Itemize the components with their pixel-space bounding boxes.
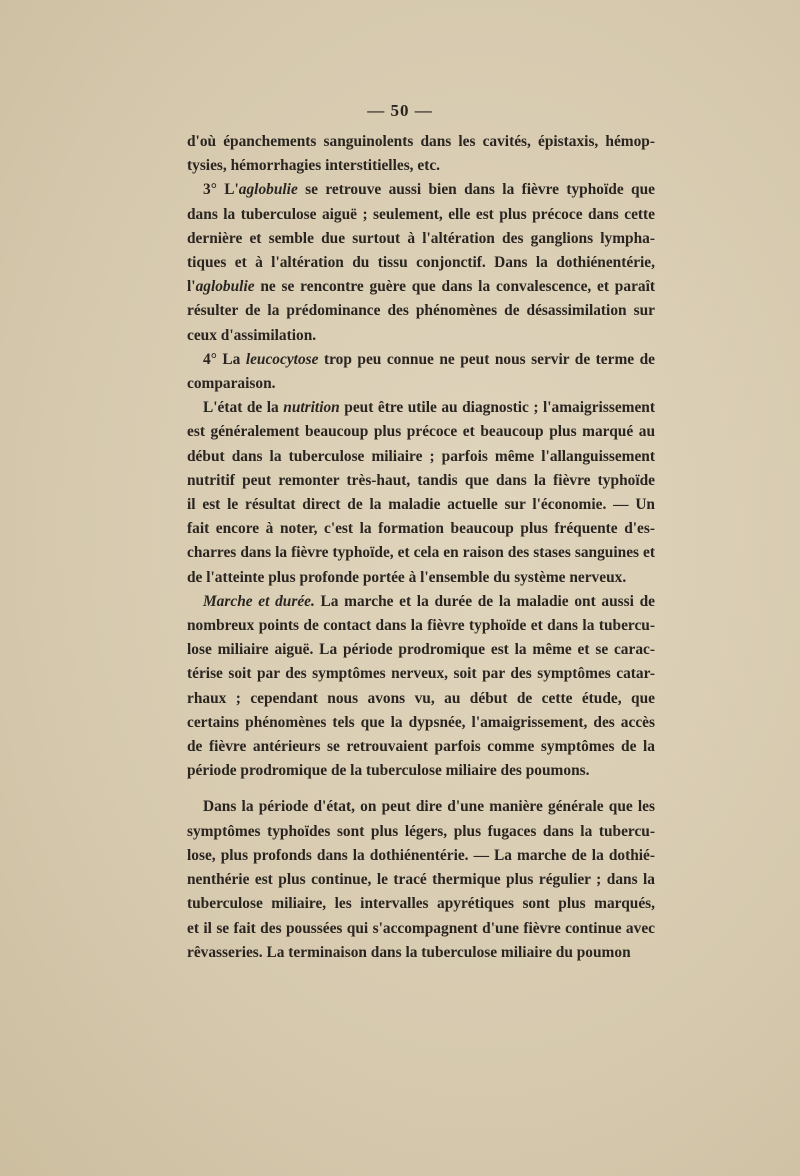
text-line: tuberculose miliaire, les intervalles apyrétiques sont plus marqués, <box>187 895 655 913</box>
text-line: est généralement beaucoup plus précoce et beaucoup plus marqué au <box>187 423 655 441</box>
text-line: 3° L'aglobulie se retrouve aussi bien dans la fièvre typhoïde que <box>203 181 655 199</box>
text-line: charres dans la fièvre typhoïde, et cela en raison des stases sanguines et <box>187 544 655 562</box>
text-line: symptômes typhoïdes sont plus légers, plus fugaces dans la tubercu- <box>187 822 655 840</box>
italic-term: leucocytose <box>245 350 319 368</box>
text-line: l'aglobulie ne se rencontre guère que dans la convalescence, et paraît <box>187 278 655 296</box>
text-line: rhaux ; cependant nous avons vu, au début de cette étude, que <box>187 689 655 707</box>
text-line: et il se fait des poussées qui s'accompagnent d'une fièvre continue avec <box>187 919 655 937</box>
text-line: lose, plus profonds dans la dothiénentérie. — La marche de la dothié- <box>187 846 655 864</box>
text-line: nutritif peut remonter très-haut, tandis que dans la fièvre typhoïde <box>187 471 655 489</box>
text-line: lose miliaire aiguë. La période prodromique est la même et se carac- <box>187 641 655 659</box>
text-line: Dans la période d'état, on peut dire d'une manière générale que les <box>203 798 655 816</box>
text-line: tysies, hémorrhagies interstitielles, etc. <box>187 157 441 175</box>
text-line: dans la tuberculose aiguë ; seulement, elle est plus précoce dans cette <box>187 205 655 223</box>
text-line: il est le résultat direct de la maladie actuelle sur l'économie. — Un <box>187 496 655 514</box>
text-line: nenthérie est plus continue, le tracé thermique plus régulier ; dans la <box>187 871 655 889</box>
text-line: début dans la tuberculose miliaire ; parfois même l'allanguissement <box>187 447 655 465</box>
text-line: fait encore à noter, c'est la formation beaucoup plus fréquente d'es- <box>187 520 655 538</box>
text-line: période prodromique de la tuberculose miliaire des poumons. <box>187 762 590 780</box>
text-line: comparaison. <box>187 375 276 393</box>
text-line: résulter de la prédominance des phénomènes de désassimilation sur <box>187 302 655 320</box>
text-line: ceux d'assimilation. <box>187 326 317 344</box>
italic-term: aglobulie <box>238 181 298 199</box>
text-line: tiques et à l'altération du tissu conjonctif. Dans la dothiénentérie, <box>187 254 655 272</box>
text-line: de fièvre antérieurs se retrouvaient parfois comme symptômes de la <box>187 738 655 756</box>
text-line: certains phénomènes tels que la dypsnée, l'amaigrissement, des accès <box>187 713 655 731</box>
text-line: d'où épanchements sanguinolents dans les cavités, épistaxis, hémop- <box>187 133 655 150</box>
text-line: Marche et durée. La marche et la durée de la maladie ont aussi de <box>203 592 655 610</box>
text-line: de l'atteinte plus profonde portée à l'ensemble du système nerveux. <box>187 568 627 586</box>
text-line: dernière et semble due surtout à l'altération des ganglions lympha- <box>187 229 655 247</box>
italic-term: nutrition <box>283 399 340 417</box>
italic-term: aglobulie <box>195 278 255 296</box>
body-text <box>187 130 655 965</box>
page-number: — 50 — <box>367 101 433 120</box>
text-line: nombreux points de contact dans la fièvre typhoïde et dans la tubercu- <box>187 617 655 635</box>
text-line: 4° La leucocytose trop peu connue ne peut nous servir de terme de <box>203 350 656 368</box>
italic-term: Marche et durée. <box>203 592 315 610</box>
text-line: rêvasseries. La terminaison dans la tuberculose miliaire du poumon <box>187 943 631 961</box>
text-line: térise soit par des symptômes nerveux, soit par des symptômes catar- <box>187 665 655 683</box>
text-line: L'état de la nutrition peut être utile au diagnostic ; l'amaigrissement <box>203 399 655 417</box>
